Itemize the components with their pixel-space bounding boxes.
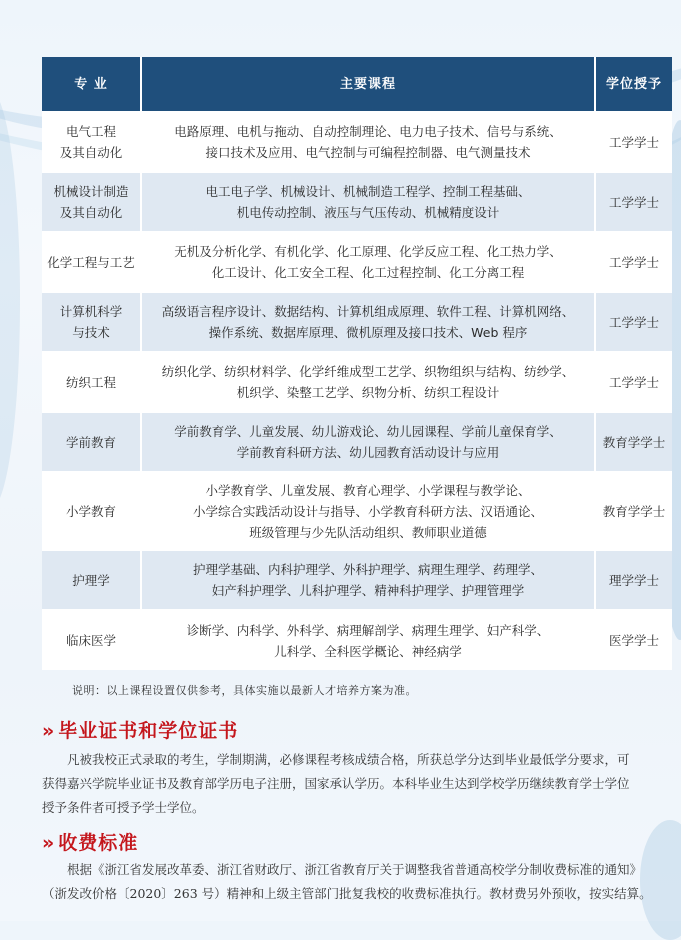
section-title-text: 毕业证书和学位证书 [58,720,239,742]
table-header-row [42,57,672,112]
paragraph-line: 凡被我校正式录取的考生，学制期满，必修课程考核成绩合格，所获总学分达到毕业最低学分要求，可 [42,752,630,767]
table-row [42,550,672,610]
cell-courses [141,610,595,670]
course-line: 电工电子学、机械设计、机械制造工程学、控制工程基础、 [205,184,531,199]
paragraph-line: （浙发改价格〔2020〕263 号）精神和上级主管部门批复我校的收费标准执行。教材费另外预收，按实结算。 [42,886,652,901]
paragraph-line: 根据《浙江省发展改革委、浙江省财政厅、浙江省教育厅关于调整我省普通高校学分制收费标准的通知》 [42,862,643,877]
section-title-fees [42,828,138,855]
cell-major [42,550,141,610]
course-line: 儿科学、全科医学概论、神经病学 [274,643,462,659]
table-row [42,292,672,352]
cell-courses [141,412,595,472]
course-line: 护理学基础、内科护理学、外科护理学、病理生理学、药理学、 [192,562,543,577]
header-courses: 主要课程 [141,57,595,112]
table-row [42,232,672,292]
course-line: 学前教育科研方法、幼儿园教育活动设计与应用 [236,445,500,460]
paragraph-line: 授予条件者可授予学士学位。 [42,800,205,815]
course-line: 小学综合实践活动设计与指导、小学教育科研方法、汉语通论、 [192,503,543,519]
course-line: 纺织化学、纺织材料学、化学纤维成型工艺学、织物组织与结构、纺纱学、 [161,364,575,379]
table-row [42,412,672,472]
major-line: 护理学 [72,572,110,588]
course-line: 电路原理、电机与拖动、自动控制理论、电力电子技术、信号与系统、 [174,124,562,139]
major-line: 与技术 [72,325,110,340]
chevron-icon: » [42,832,51,854]
cell-major [42,610,141,670]
course-line: 无机及分析化学、有机化学、化工原理、化学反应工程、化工热力学、 [174,244,562,259]
course-line: 诊断学、内科学、外科学、病理解剖学、病理生理学、妇产科学、 [186,622,550,638]
major-line: 机械设计制造 [53,184,129,199]
cell-courses [141,112,595,172]
course-line: 妇产科护理学、儿科护理学、精神科护理学、护理管理学 [211,583,525,598]
major-line: 及其自动化 [59,145,123,160]
major-line: 及其自动化 [59,205,123,220]
cell-courses [141,352,595,412]
cell-major [42,472,141,550]
course-line: 班级管理与少先队活动组织、教师职业道德 [249,524,487,540]
cell-degree: 工学学士 [595,112,672,172]
cell-degree: 理学学士 [595,550,672,610]
section-title-text: 收费标准 [58,832,139,854]
course-line: 机电传动控制、液压与气压传动、机械精度设计 [236,205,500,220]
course-line: 操作系统、数据库原理、微机原理及接口技术、Web 程序 [208,325,528,340]
course-line: 化工设计、化工安全工程、化工过程控制、化工分离工程 [211,265,525,280]
cell-courses [141,172,595,232]
cell-major [42,352,141,412]
major-line: 纺织工程 [65,374,116,390]
major-line: 学前教育 [65,434,116,450]
fees-paragraph [42,858,672,906]
major-line: 临床医学 [65,633,116,648]
cell-degree: 教育学学士 [595,412,672,472]
cell-degree: 工学学士 [595,232,672,292]
table-row [42,172,672,232]
cell-major [42,412,141,472]
table-row [42,610,672,670]
header-major: 专 业 [42,57,141,112]
cell-degree: 工学学士 [595,352,672,412]
course-line: 小学教育学、儿童发展、教育心理学、小学课程与教学论、 [205,482,531,498]
cell-major [42,292,141,352]
major-line: 化学工程与工艺 [47,254,135,270]
certificates-paragraph [42,748,672,820]
major-line: 小学教育 [65,503,116,519]
course-line: 学前教育学、儿童发展、幼儿游戏论、幼儿园课程、学前儿童保育学、 [174,424,562,439]
cell-courses [141,472,595,550]
course-table [42,57,672,670]
section-title-certificates [42,716,238,743]
cell-major [42,172,141,232]
course-line: 机织学、染整工艺学、织物分析、纺织工程设计 [236,385,500,400]
cell-courses [141,232,595,292]
cell-degree: 教育学学士 [595,472,672,550]
table-row [42,472,672,550]
chevron-icon: » [42,720,51,742]
cell-degree: 医学学士 [595,610,672,670]
course-line: 高级语言程序设计、数据结构、计算机组成原理、软件工程、计算机网络、 [161,304,575,319]
major-line: 电气工程 [65,124,116,139]
cell-major [42,112,141,172]
cell-degree: 工学学士 [595,172,672,232]
table-row [42,112,672,172]
table-row [42,352,672,412]
cell-major [42,232,141,292]
table-note: 说明：以上课程设置仅供参考，具体实施以最新人才培养方案为准。 [72,684,417,697]
cell-degree: 工学学士 [595,292,672,352]
header-degree: 学位授予 [595,57,672,112]
paragraph-line: 获得嘉兴学院毕业证书及教育部学历电子注册，国家承认学历。本科毕业生达到学校学历继续教育学士学位 [42,776,630,791]
major-line: 计算机科学 [59,304,123,319]
background-decoration [0,90,20,510]
cell-courses [141,550,595,610]
course-line: 接口技术及应用、电气控制与可编程控制器、电气测量技术 [205,145,531,160]
cell-courses [141,292,595,352]
